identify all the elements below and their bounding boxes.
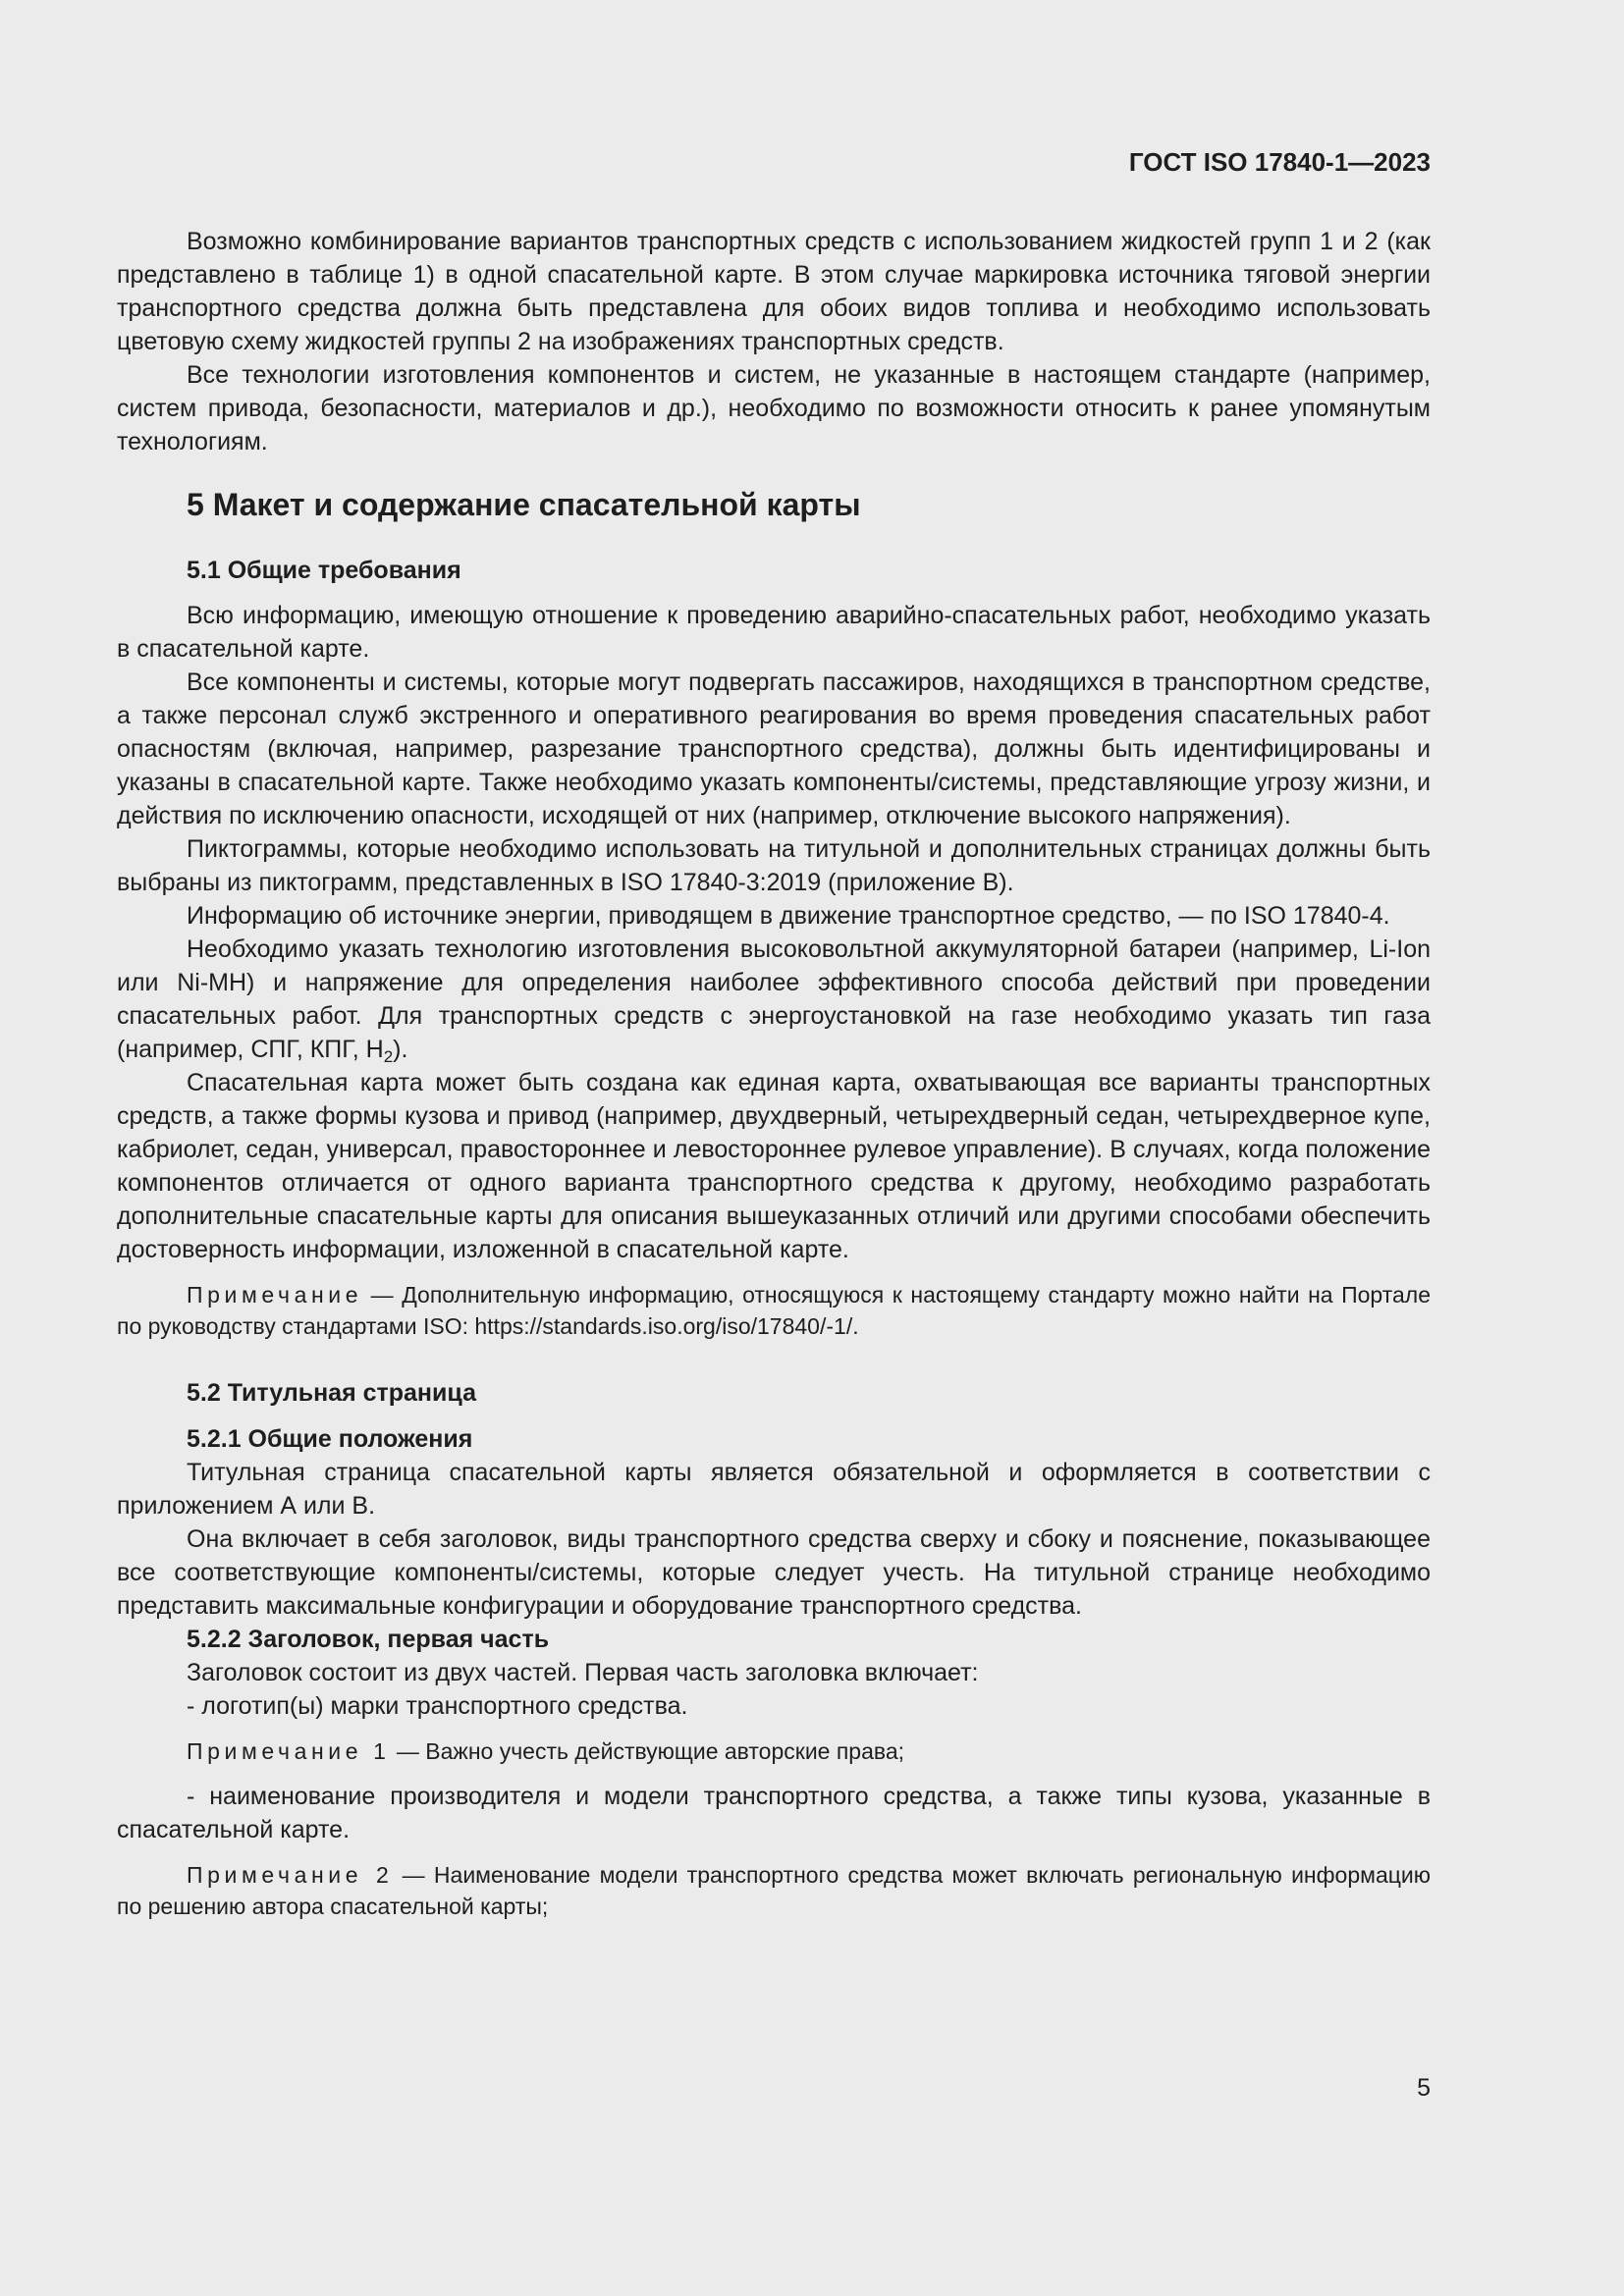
list-item: - логотип(ы) марки транспортного средства. xyxy=(187,1692,688,1720)
document-body xyxy=(117,225,1431,1935)
section-5-2-heading: 5.2 Титульная страница xyxy=(187,1379,476,1407)
list-item: - наименование производителя и модели транспортного средства, а также типы кузова, указанные в спасательной карте. xyxy=(117,1783,1431,1843)
paragraph: Информацию об источнике энергии, приводящем в движение транспортное средство, — по ISO 17840-4. xyxy=(187,902,1390,930)
paragraph: Пиктограммы, которые необходимо использовать на титульной и дополнительных страницах должны быть выбраны из пиктограмм, представленных в ISO 17840-3:2019 (приложение B). xyxy=(117,835,1431,896)
paragraph: Всю информацию, имеющую отношение к проведению аварийно-спасательных работ, необходимо указать в спасательной карте. xyxy=(117,602,1431,663)
paragraph: Все компоненты и системы, которые могут подвергать пассажиров, находящихся в транспортном средстве, а также персонал служб экстренного и оперативного реагирования во время проведения спасательных работ опасностям (включая, например, разрезание транспортного средства), должны быть идентифицированы и указаны в спасательной карте. Также необходимо указать компоненты/системы, представляющие угрозу жизни, и действия по исключению опасности, исходящей от них (например, отключение высокого напряжения). xyxy=(117,668,1431,829)
note xyxy=(117,1279,1431,1342)
note-label: Примечание 1 xyxy=(187,1738,391,1764)
note-text: — Наименование модели транспортного средства может включать региональную информацию по решению автора спасательной карты; xyxy=(117,1862,1432,1919)
note xyxy=(117,1859,1431,1922)
page-number: 5 xyxy=(1417,2074,1431,2102)
paragraph xyxy=(117,933,1431,1066)
note-text: — Дополнительную информацию, относящуюся к настоящему стандарту можно найти на Портале по руководству стандартами ISO: https://standards.iso.org/iso/17840/-1/. xyxy=(117,1282,1431,1339)
paragraph: Титульная страница спасательной карты является обязательной и оформляется в соответствии с приложением А или B. xyxy=(117,1459,1431,1520)
paragraph: Спасательная карта может быть создана как единая карта, охватывающая все варианты транспортных средств, а также формы кузова и привод (например, двухдверный, четырехдверный седан, четырехдверное купе, кабриолет, седан, универсал, правостороннее и левостороннее рулевое управление). В случаях, когда положение компонентов отличается от одного варианта транспортного средства к другому, необходимо разработать дополнительные спасательные карты для описания вышеуказанных отличий или другими способами обеспечить достоверность информации, изложенной в спасательной карте. xyxy=(117,1069,1431,1263)
paragraph: Заголовок состоит из двух частей. Первая часть заголовка включает: xyxy=(187,1659,979,1686)
paragraph: Все технологии изготовления компонентов и систем, не указанные в настоящем стандарте (например, систем привода, безопасности, материалов и др.), необходимо по возможности относить к ранее упомянутым технологиям. xyxy=(117,361,1431,455)
paragraph-text-end: ). xyxy=(393,1036,408,1063)
section-5-2-1-heading: 5.2.1 Общие положения xyxy=(187,1425,473,1453)
document-code: ГОСТ ISO 17840-1—2023 xyxy=(1128,147,1431,177)
section-5-2-2-heading: 5.2.2 Заголовок, первая часть xyxy=(187,1626,550,1653)
note-label: Примечание xyxy=(187,1282,363,1308)
paragraph: Возможно комбинирование вариантов транспортных средств с использованием жидкостей групп 1 и 2 (как представлено в таблице 1) в одной спасательной карте. В этом случае маркировка источника тяговой энергии транспортного средства должна быть представлена для обоих видов топлива и необходимо использовать цветовую схему жидкостей группы 2 на изображениях транспортных средств. xyxy=(117,228,1431,355)
subscript: 2 xyxy=(383,1047,394,1066)
note-text: — Важно учесть действующие авторские права; xyxy=(390,1738,905,1764)
paragraph: Она включает в себя заголовок, виды транспортного средства сверху и сбоку и пояснение, показывающее все соответствующие компоненты/системы, которые следует учесть. На титульной странице необходимо представить максимальные конфигурации и оборудование транспортного средства. xyxy=(117,1525,1431,1620)
section-5-1-heading: 5.1 Общие требования xyxy=(187,557,461,584)
section-5-heading: 5 Макет и содержание спасательной карты xyxy=(187,487,861,522)
note xyxy=(117,1735,1431,1767)
note-label: Примечание 2 xyxy=(187,1862,394,1888)
paragraph-text: Необходимо указать технологию изготовления высоковольтной аккумуляторной батареи (например, Li-Ion или Ni-MH) и напряжение для определения наиболее эффективного способа действий при проведении спасательных работ. Для транспортных средств с энергоустановкой на газе необходимо указать тип газа (например, СПГ, КПГ, H xyxy=(117,935,1431,1063)
